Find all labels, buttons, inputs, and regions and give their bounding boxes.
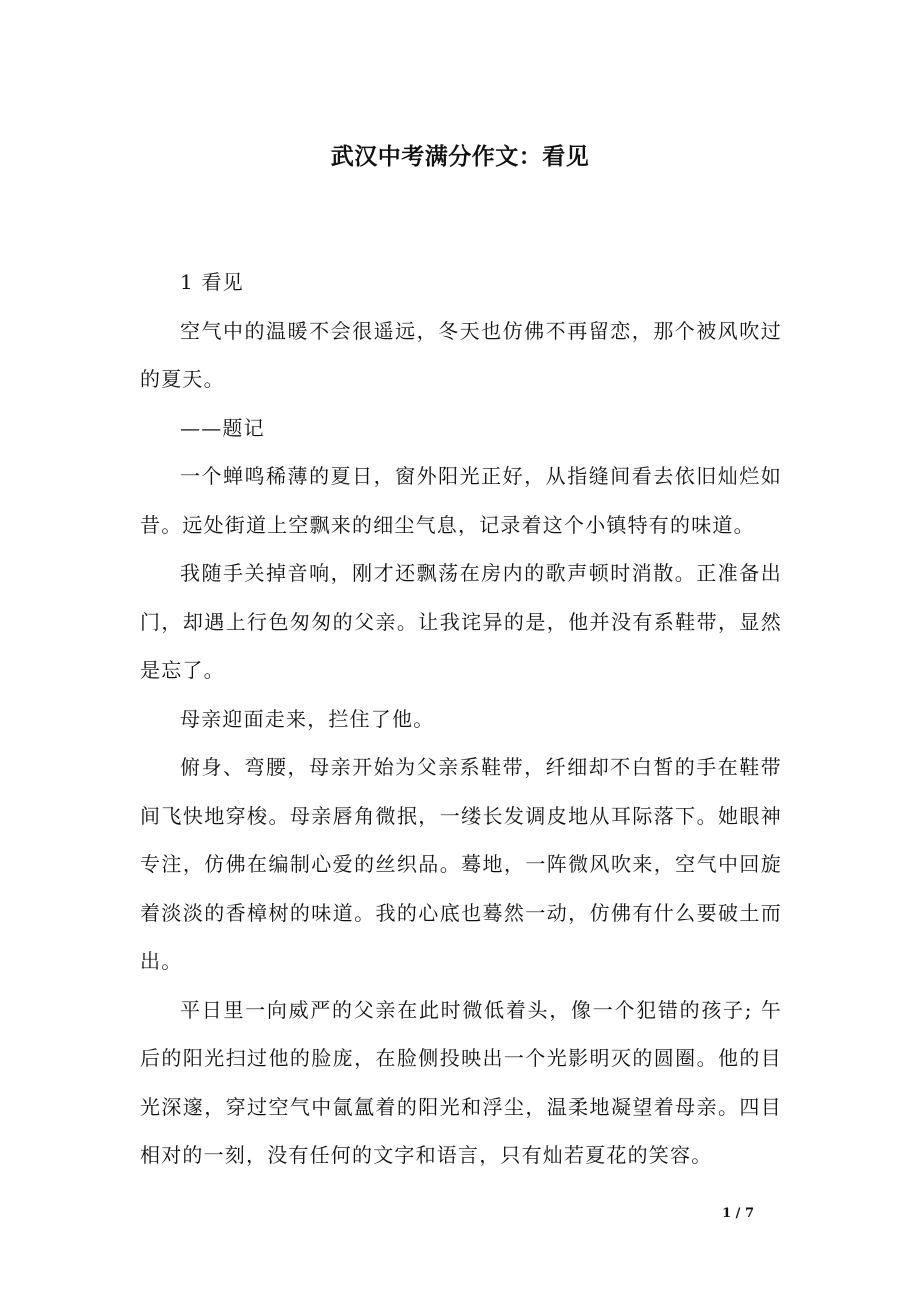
page-number: 1 / 7 [722, 1206, 754, 1221]
paragraph: 俯身、弯腰，母亲开始为父亲系鞋带，纤细却不白皙的手在鞋带间飞快地穿梭。母亲唇角微抿，一缕长发调皮地从耳际落下。她眼神专注，仿佛在编制心爱的丝织品。蓦地，一阵微风吹来，空气中回旋着淡淡的香樟树的味道。我的心底也蓦然一动，仿佛有什么要破土而出。 [140, 755, 782, 973]
paragraph-epigraph-attribution: ——题记 [180, 415, 265, 440]
paragraph-epigraph: 空气中的温暖不会很遥远，冬天也仿佛不再留恋，那个被风吹过的夏天。 [140, 318, 782, 391]
paragraph: 我随手关掉音响，刚才还飘荡在房内的歌声顿时消散。正准备出门，却遇上行色匆匆的父亲。让我诧异的是，他并没有系鞋带，显然是忘了。 [140, 561, 782, 682]
paragraph: 母亲迎面走来，拦住了他。 [180, 706, 435, 731]
paragraph: 平日里一向威严的父亲在此时微低着头，像一个犯错的孩子; 午后的阳光扫过他的脸庞，在脸侧投映出一个光影明灭的圆圈。他的目光深邃，穿过空气中氤氲着的阳光和浮尘，温柔地凝望着母亲。四目相对的一刻，没有任何的文字和语言，只有灿若夏花的笑容。 [140, 997, 782, 1167]
paragraph: 一个蝉鸣稀薄的夏日，窗外阳光正好，从指缝间看去依旧灿烂如昔。远处街道上空飘来的细尘气息，记录着这个小镇特有的味道。 [140, 464, 782, 537]
document-title: 武汉中考满分作文：看见 [330, 143, 590, 170]
document-body [140, 258, 782, 1180]
paragraph-heading: 1 看见 [180, 270, 244, 294]
